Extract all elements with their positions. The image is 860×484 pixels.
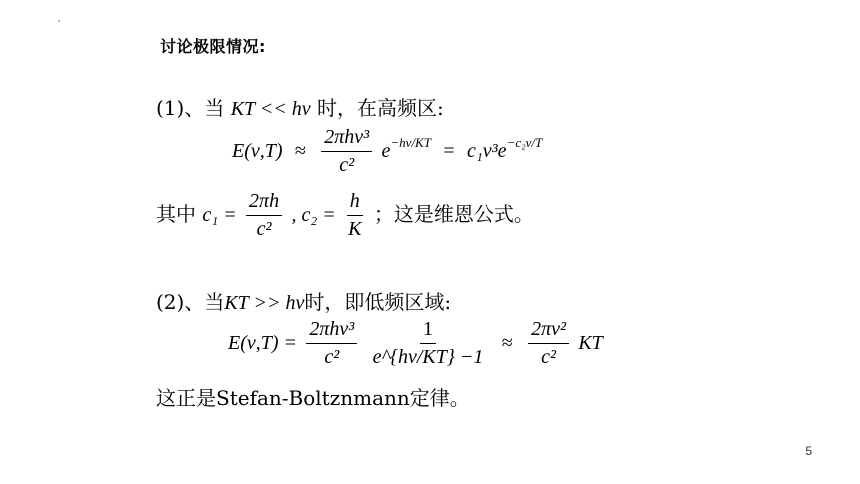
case1-suffix: 时，在高频区: [317,96,444,120]
c1-denominator: c² [256,218,272,240]
formula2-f2-denominator: e^{hν/KT} −1 [372,346,484,368]
conclusion-line: 这正是Stefan-Boltznmann定律。 [156,386,470,410]
formula1-rhs: c₁ν³e [466,140,507,162]
constants-line [156,190,534,241]
case1-condition: KT << hν [230,98,311,120]
case2-condition: KT >> hν [224,292,305,314]
formula-wien: E(ν,T) ≈ $\frac{\text{2πhν³}}{\text{c²}}$ $e^{-h\nu/KT} = c_1\nu^3e^{-c_2\nu/T}$ [232,126,543,176]
formula2-f1-denominator: c² [324,346,340,368]
constants-suffix: ；这是维恩公式。 [373,202,534,226]
formula2-fraction3 [528,318,569,369]
case1-label: (1)、当 [156,96,225,120]
c1-label: c₁ = [202,204,237,226]
formula2-f3-denominator: c² [541,346,556,368]
c2-numerator: h [347,190,363,216]
c1-fraction [246,190,282,241]
case2-suffix: 时，即低频区域: [304,290,452,314]
formula2-fraction1 [306,318,357,369]
formula2-f2-numerator: 1 [420,318,436,344]
c1-numerator: 2πh [246,190,282,216]
formula1-rhs-exponent: −c₂ν/T [506,135,543,150]
formula2-f3-numerator: 2πν² [528,318,569,344]
formula1-exponent: −hν/KT [390,135,431,150]
formula1-lhs: E(ν,T) [232,140,283,162]
section-heading: 讨论极限情况: [160,37,266,56]
formula1-approx: ≈ [294,140,306,162]
page-number: 5 [805,444,812,458]
case2-line [156,286,451,315]
formula-low-frequency [228,318,603,369]
formula1-denominator: c² [339,154,355,176]
corner-dot [58,20,60,22]
formula1-equals: = [443,140,455,162]
formula2-lhs: E(ν,T) = [228,332,298,354]
formula2-f1-numerator: 2πhν³ [306,318,357,344]
case1-line [156,92,444,121]
formula2-fraction2 [370,318,487,369]
formula1-numerator: 2πhν³ [321,126,372,152]
constants-prefix: 其中 [156,202,196,226]
formula2-approx: ≈ [501,332,513,354]
c2-denominator: K [348,218,362,240]
case2-label: (2)、当 [156,290,225,314]
formula1-fraction [321,126,372,177]
c2-fraction [345,190,364,241]
formula2-tail: KT [578,332,603,354]
c2-label: , c₂ = [291,204,336,226]
